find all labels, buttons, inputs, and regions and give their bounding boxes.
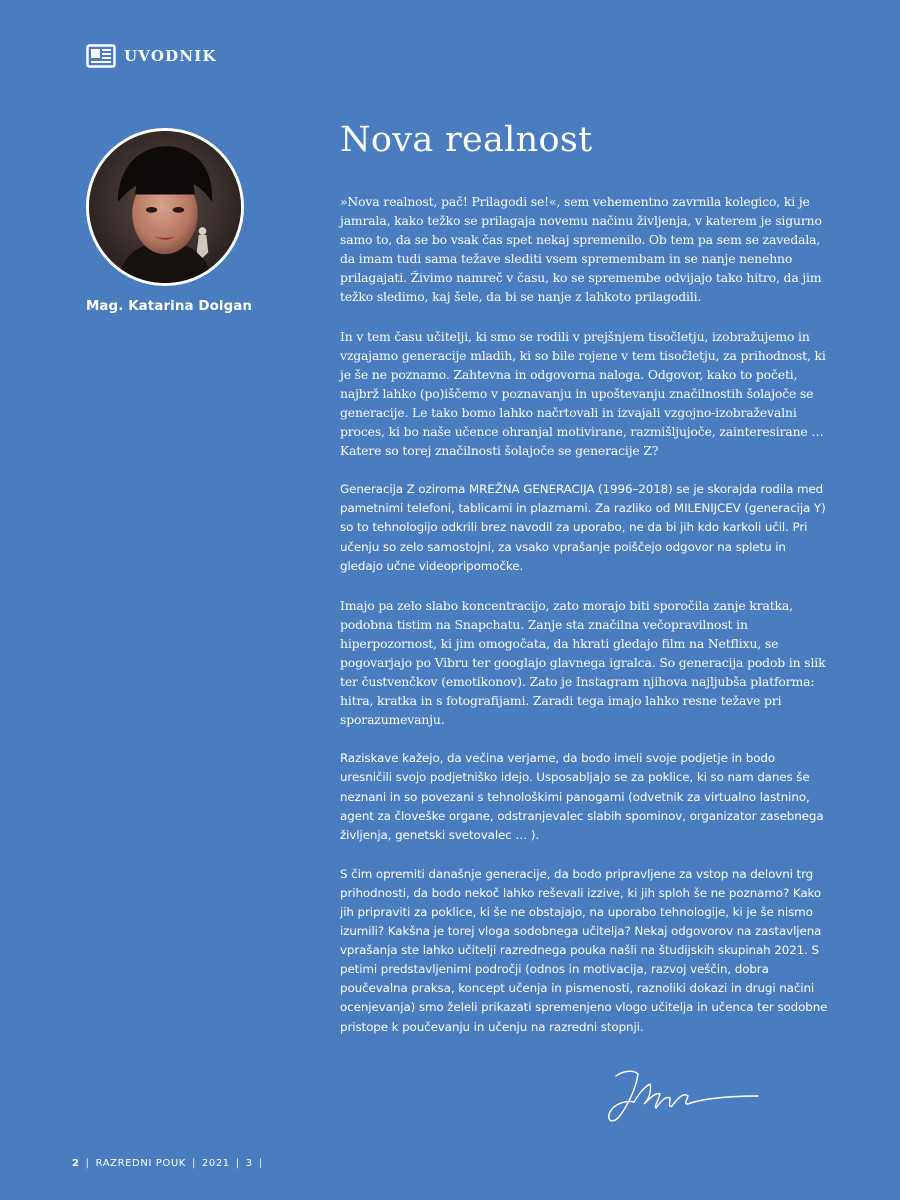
article-paragraph: »Nova realnost, pač! Prilagodi se!«, sem vehementno zavrnila kolegico, ki je jamrala, kako težko se prilagaja novemu načinu življenja, v katerem je sigurno samo to, da se bo vsak čas spet nekaj spremenilo. Ob tem pa sem se zavedala, da imam tudi sama težave slediti vsem spremembam in se nanje nenehno prilagajati. Živimo namreč v času, ko se spremembe odvijajo tako hitro, da jim težko sledimo, kaj šele, da bi se nanje z lahkoto prilagodili. (340, 194, 822, 305)
page-number: 2 (72, 1158, 80, 1169)
publication-year: 2021 (201, 1158, 230, 1169)
article-paragraph: Raziskave kažejo, da večina verjame, da bodo imeli svoje podjetje in bodo uresničili svojo podjetniško idejo. Usposabljajo se za poklice, ki so nam danes še neznani in so povezani s tehnološkimi panogami (odvetnik za virtualno lastnino, agent za človeške organe, odstranjevalec slabih spominov, organizator zasebnega življenja, genetski svetovalec … ). (340, 751, 824, 842)
author-photo (86, 128, 244, 286)
publication-name: RAZREDNI POUK (95, 1158, 186, 1169)
section-tag (86, 44, 217, 68)
footer-separator: | (85, 1158, 90, 1169)
article-title: Nova realnost (340, 120, 593, 160)
article-paragraph: Imajo pa zelo slabo koncentracijo, zato morajo biti sporočila zanje kratka, podobna tistim na Snapchatu. Zanje sta značilna večopravilnost in hiperpozornost, ki jim omogočata, da hkrati gledajo film na Netflixu, se pogovarjajo po Vibru ter googlajo glavnega igralca. So generacija podob in slik ter čustvenčkov (emotikonov). Zato je Instagram njihova najljubša platforma: hitra, kratka in s fotografijami. Zaradi tega imajo lahko resne težave pri sporazumevanju. (340, 597, 826, 728)
author-name: Mag. Katarina Dolgan (86, 299, 253, 314)
section-label: UVODNIK (124, 47, 217, 65)
issue-number: 3 (245, 1158, 253, 1169)
newspaper-icon (86, 44, 116, 68)
article-paragraph: In v tem času učitelji, ki smo se rodili v prejšnjem tisočletju, izobražujemo in vzgajamo generacije mladih, ki so bile rojene v tem tisočletju, za prihodnost, ki je še ne poznamo. Zahtevna in odgovorna naloga. Odgovor, kako to početi, najbrž lahko (po)iščemo v poznavanju in upoštevanju značilnostih šolajoče se generacije. Le tako bomo lahko načrtovali in izvajali vzgojno-izobraževalni proces, ki bo naše učence ohranjal motivirane, razmišljujoče, zainteresirane … Katere so torej značilnosti šolajoče se generacije Z? (340, 328, 826, 459)
article-paragraph: Generacija Z oziroma MREŽNA GENERACIJA (1996–2018) se je skorajda rodila med pametnimi telefoni, tablicami in plazmami. Za razliko od MILENIJCEV (generacija Y) so to tehnologijo odkrili brez navodil za uporabo, ne da bi jih kdo karkoli učil. Pri učenju so zelo samostojni, za vsako vprašanje poiščejo odgovor na spletu in gledajo učne videopripomočke. (340, 482, 826, 573)
footer-separator: | (235, 1158, 240, 1169)
page-footer (72, 1158, 263, 1169)
article-paragraph: S čim opremiti današnje generacije, da bodo pripravljene za vstop na delovni trg prihodnosti, da bodo nekoč lahko reševali izzive, ki jih sploh še ne poznamo? Kako jih pripraviti za poklice, ki še ne obstajajo, na uporabo tehnologije, ki je še nismo izumili? Kakšna je torej vloga sodobnega učitelja? Nekaj odgovorov na zastavljena vprašanja ste lahko učitelji razrednega pouka našli na študijskih skupinah 2021. S petimi predstavljenimi področji (odnos in motivacija, razvoj veščin, dobra poučevalna praksa, koncept učenja in pismenosti, raznoliki dokazi in drugi načini ocenjevanja) smo želeli prikazati spremenjeno vlogo učitelja in učenca ter sodobne pristope k poučevanju in učenju na razredni stopnji. (340, 866, 828, 1034)
signature-image (598, 1062, 762, 1128)
footer-separator: | (191, 1158, 196, 1169)
footer-separator: | (258, 1158, 263, 1169)
author-portrait-image (89, 131, 241, 283)
article-body (340, 192, 828, 1057)
